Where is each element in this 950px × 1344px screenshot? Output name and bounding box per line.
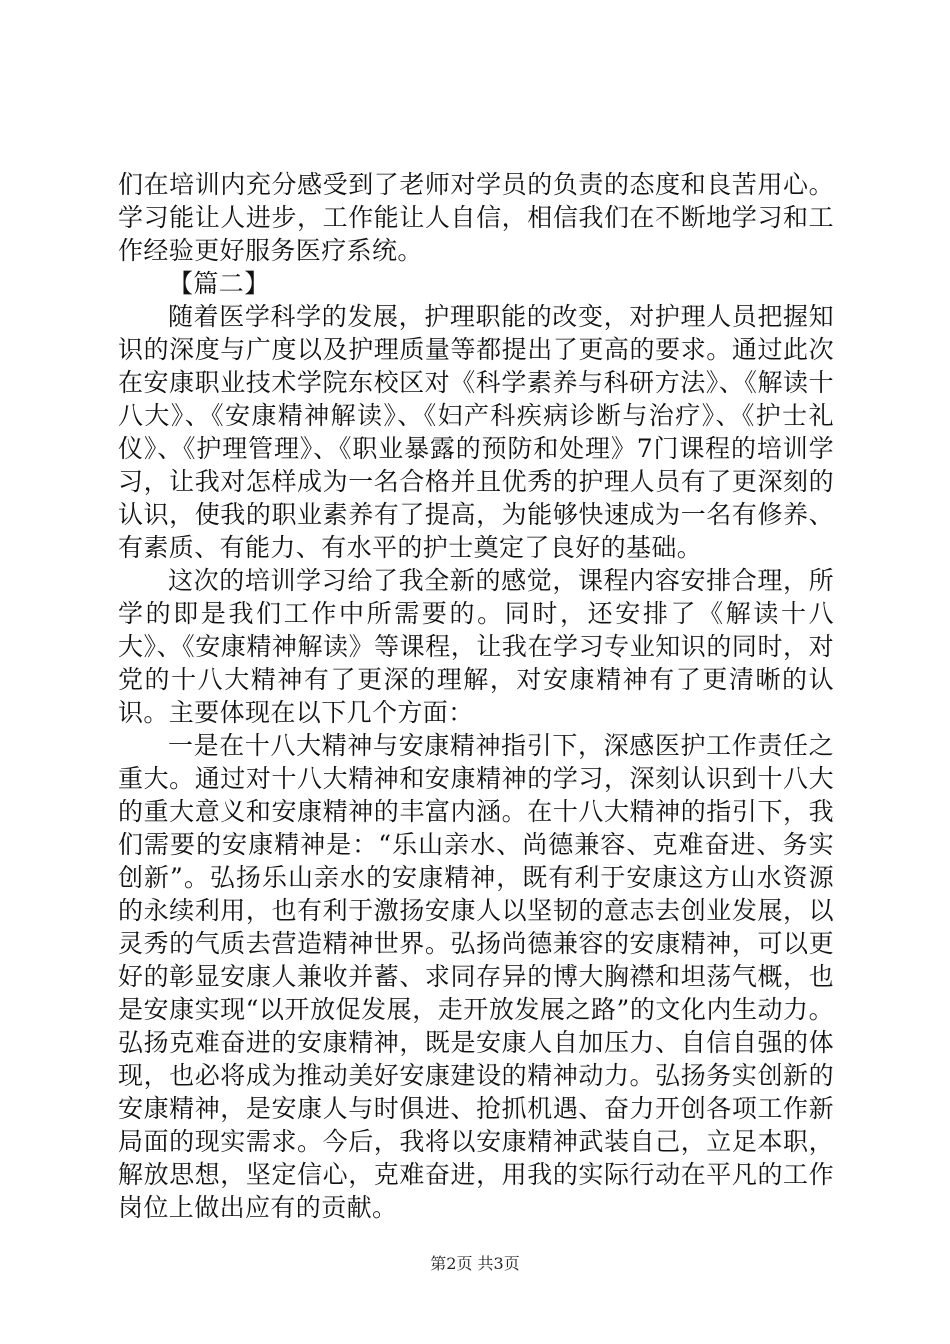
section-heading: 【篇二】	[168, 269, 270, 298]
paragraph: 这次的培训学习给了我全新的感觉，课程内容安排合理，所学的即是我们工作中所需要的。同时，还安排了《解读十八大》、《安康精神解读》等课程，让我在学习专业知识的同时，对党的十八大精神有了更深的理解，对安康精神有了更清晰的认识。主要体现在以下几个方面：	[118, 566, 834, 727]
paragraph: 一是在十八大精神与安康精神指引下，深感医护工作责任之重大。通过对十八大精神和安康精神的学习，深刻认识到十八大的重大意义和安康精神的丰富内涵。在十八大精神的指引下，我们需要的安康精神是：“乐山亲水、尚德兼容、克难奋进、务实创新”。弘扬乐山亲水的安康精神，既有利于安康这方山水资源的永续利用，也有利于激扬安康人以坚韧的意志去创业发展，以灵秀的气质去营造精神世界。弘扬尚德兼容的安康精神，可以更好的彰显安康人兼收并蓄、求同存异的博大胸襟和坦荡气概，也是安康实现“以开放促发展，走开放发展之路”的文化内生动力。弘扬克难奋进的安康精神，既是安康人自加压力、自信自强的体现，也必将成为推动美好安康建设的精神动力。弘扬务实创新的安康精神，是安康人与时俱进、抢抓机遇、奋力开创各项工作新局面的现实需求。今后，我将以安康精神武装自己，立足本职，解放思想，坚定信心，克难奋进，用我的实际行动在平凡的工作岗位上做出应有的贡献。	[118, 731, 834, 1222]
document-body	[118, 168, 834, 1224]
page-number-footer: 第2页 共3页	[430, 1254, 520, 1273]
paragraph: 随着医学科学的发展，护理职能的改变，对护理人员把握知识的深度与广度以及护理质量等都提出了更高的要求。通过此次在安康职业技术学院东校区对《科学素养与科研方法》、《解读十八大》、《安康精神解读》、《妇产科疾病诊断与治疗》、《护士礼仪》、《护理管理》、《职业暴露的预防和处理》7门课程的培训学习，让我对怎样成为一名合格并且优秀的护理人员有了更深刻的认识，使我的职业素养有了提高，为能够快速成为一名有修养、有素质、有能力、有水平的护士奠定了良好的基础。	[118, 302, 834, 562]
paragraph-continuation: 们在培训内充分感受到了老师对学员的负责的态度和良苦用心。学习能让人进步，工作能让人自信，相信我们在不断地学习和工作经验更好服务医疗系统。	[118, 170, 834, 265]
